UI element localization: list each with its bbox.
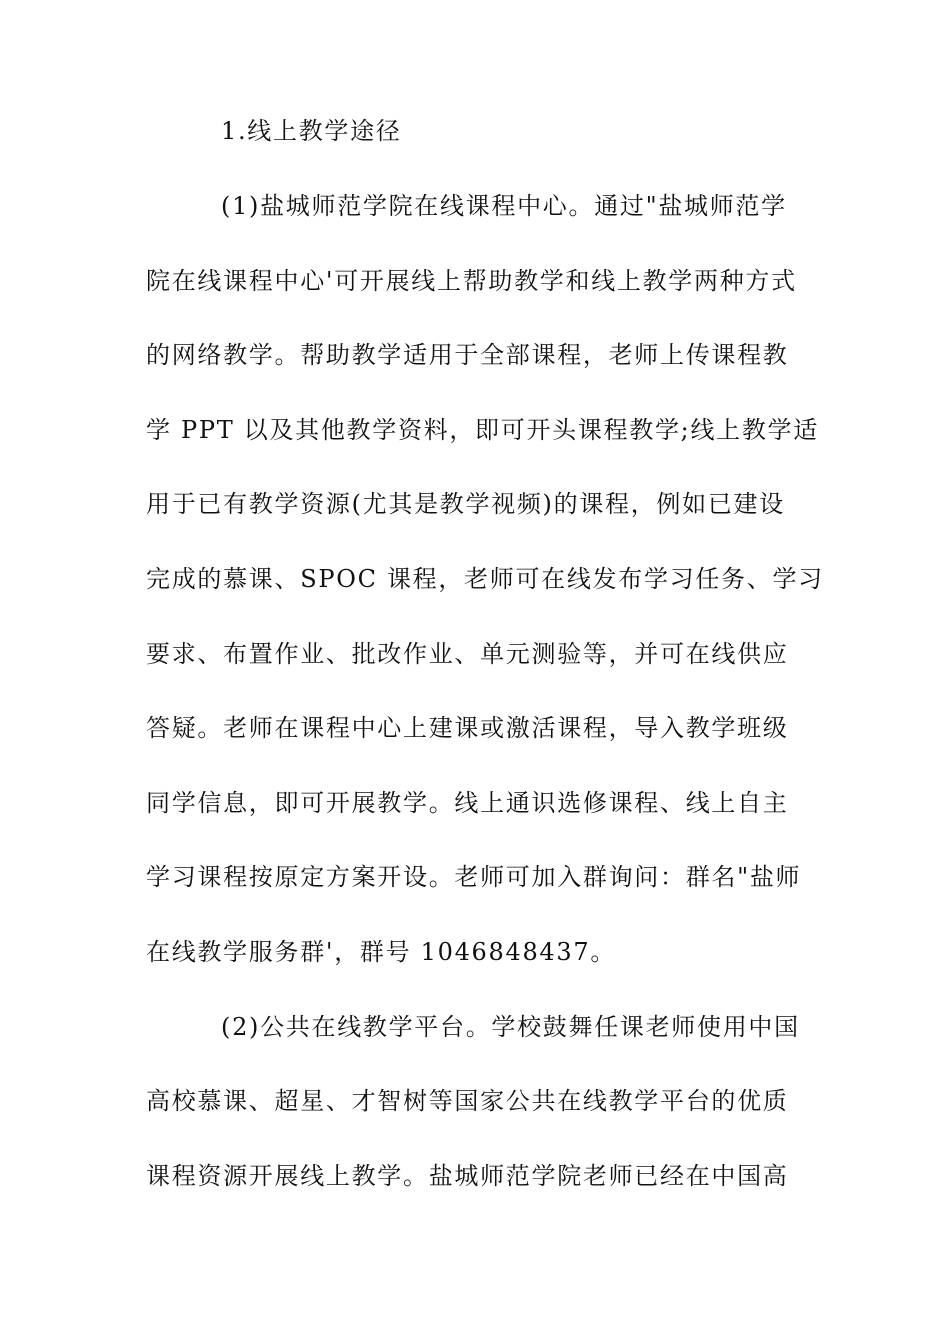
paragraph-line: 院在线课程中心'可开展线上帮助教学和线上教学两种方式 xyxy=(146,267,797,295)
paragraph-line: 高校慕课、超星、才智树等国家公共在线教学平台的优质 xyxy=(146,1087,789,1115)
paragraph-line: 课程资源开展线上教学。盐城师范学院老师已经在中国高 xyxy=(146,1162,789,1190)
paragraph-line: 在线教学服务群'，群号 1046848437。 xyxy=(146,938,617,966)
paragraph-line: 答疑。老师在课程中心上建课或激活课程，导入教学班级 xyxy=(146,714,789,742)
paragraph-line: 同学信息，即可开展教学。线上通识选修课程、线上自主 xyxy=(146,789,789,817)
paragraph-line: (2)公共在线教学平台。学校鼓舞任课老师使用中国 xyxy=(221,1013,800,1041)
paragraph-line: 的网络教学。帮助教学适用于全部课程，老师上传课程教 xyxy=(146,341,789,369)
section-heading: 1.线上教学途径 xyxy=(221,117,402,145)
paragraph-line: 要求、布置作业、批改作业、单元测验等，并可在线供应 xyxy=(146,640,789,668)
paragraph-line: 学 PPT 以及其他教学资料，即可开头课程教学;线上教学适 xyxy=(146,416,819,444)
paragraph-line: 完成的慕课、SPOC 课程，老师可在线发布学习任务、学习 xyxy=(146,565,824,593)
paragraph-line: 用于已有教学资源(尤其是教学视频)的课程，例如已建设 xyxy=(146,490,785,518)
paragraph-line: 学习课程按原定方案开设。老师可加入群询问：群名"盐师 xyxy=(146,863,802,891)
paragraph-line: (1)盐城师范学院在线课程中心。通过"盐城师范学 xyxy=(221,192,787,220)
